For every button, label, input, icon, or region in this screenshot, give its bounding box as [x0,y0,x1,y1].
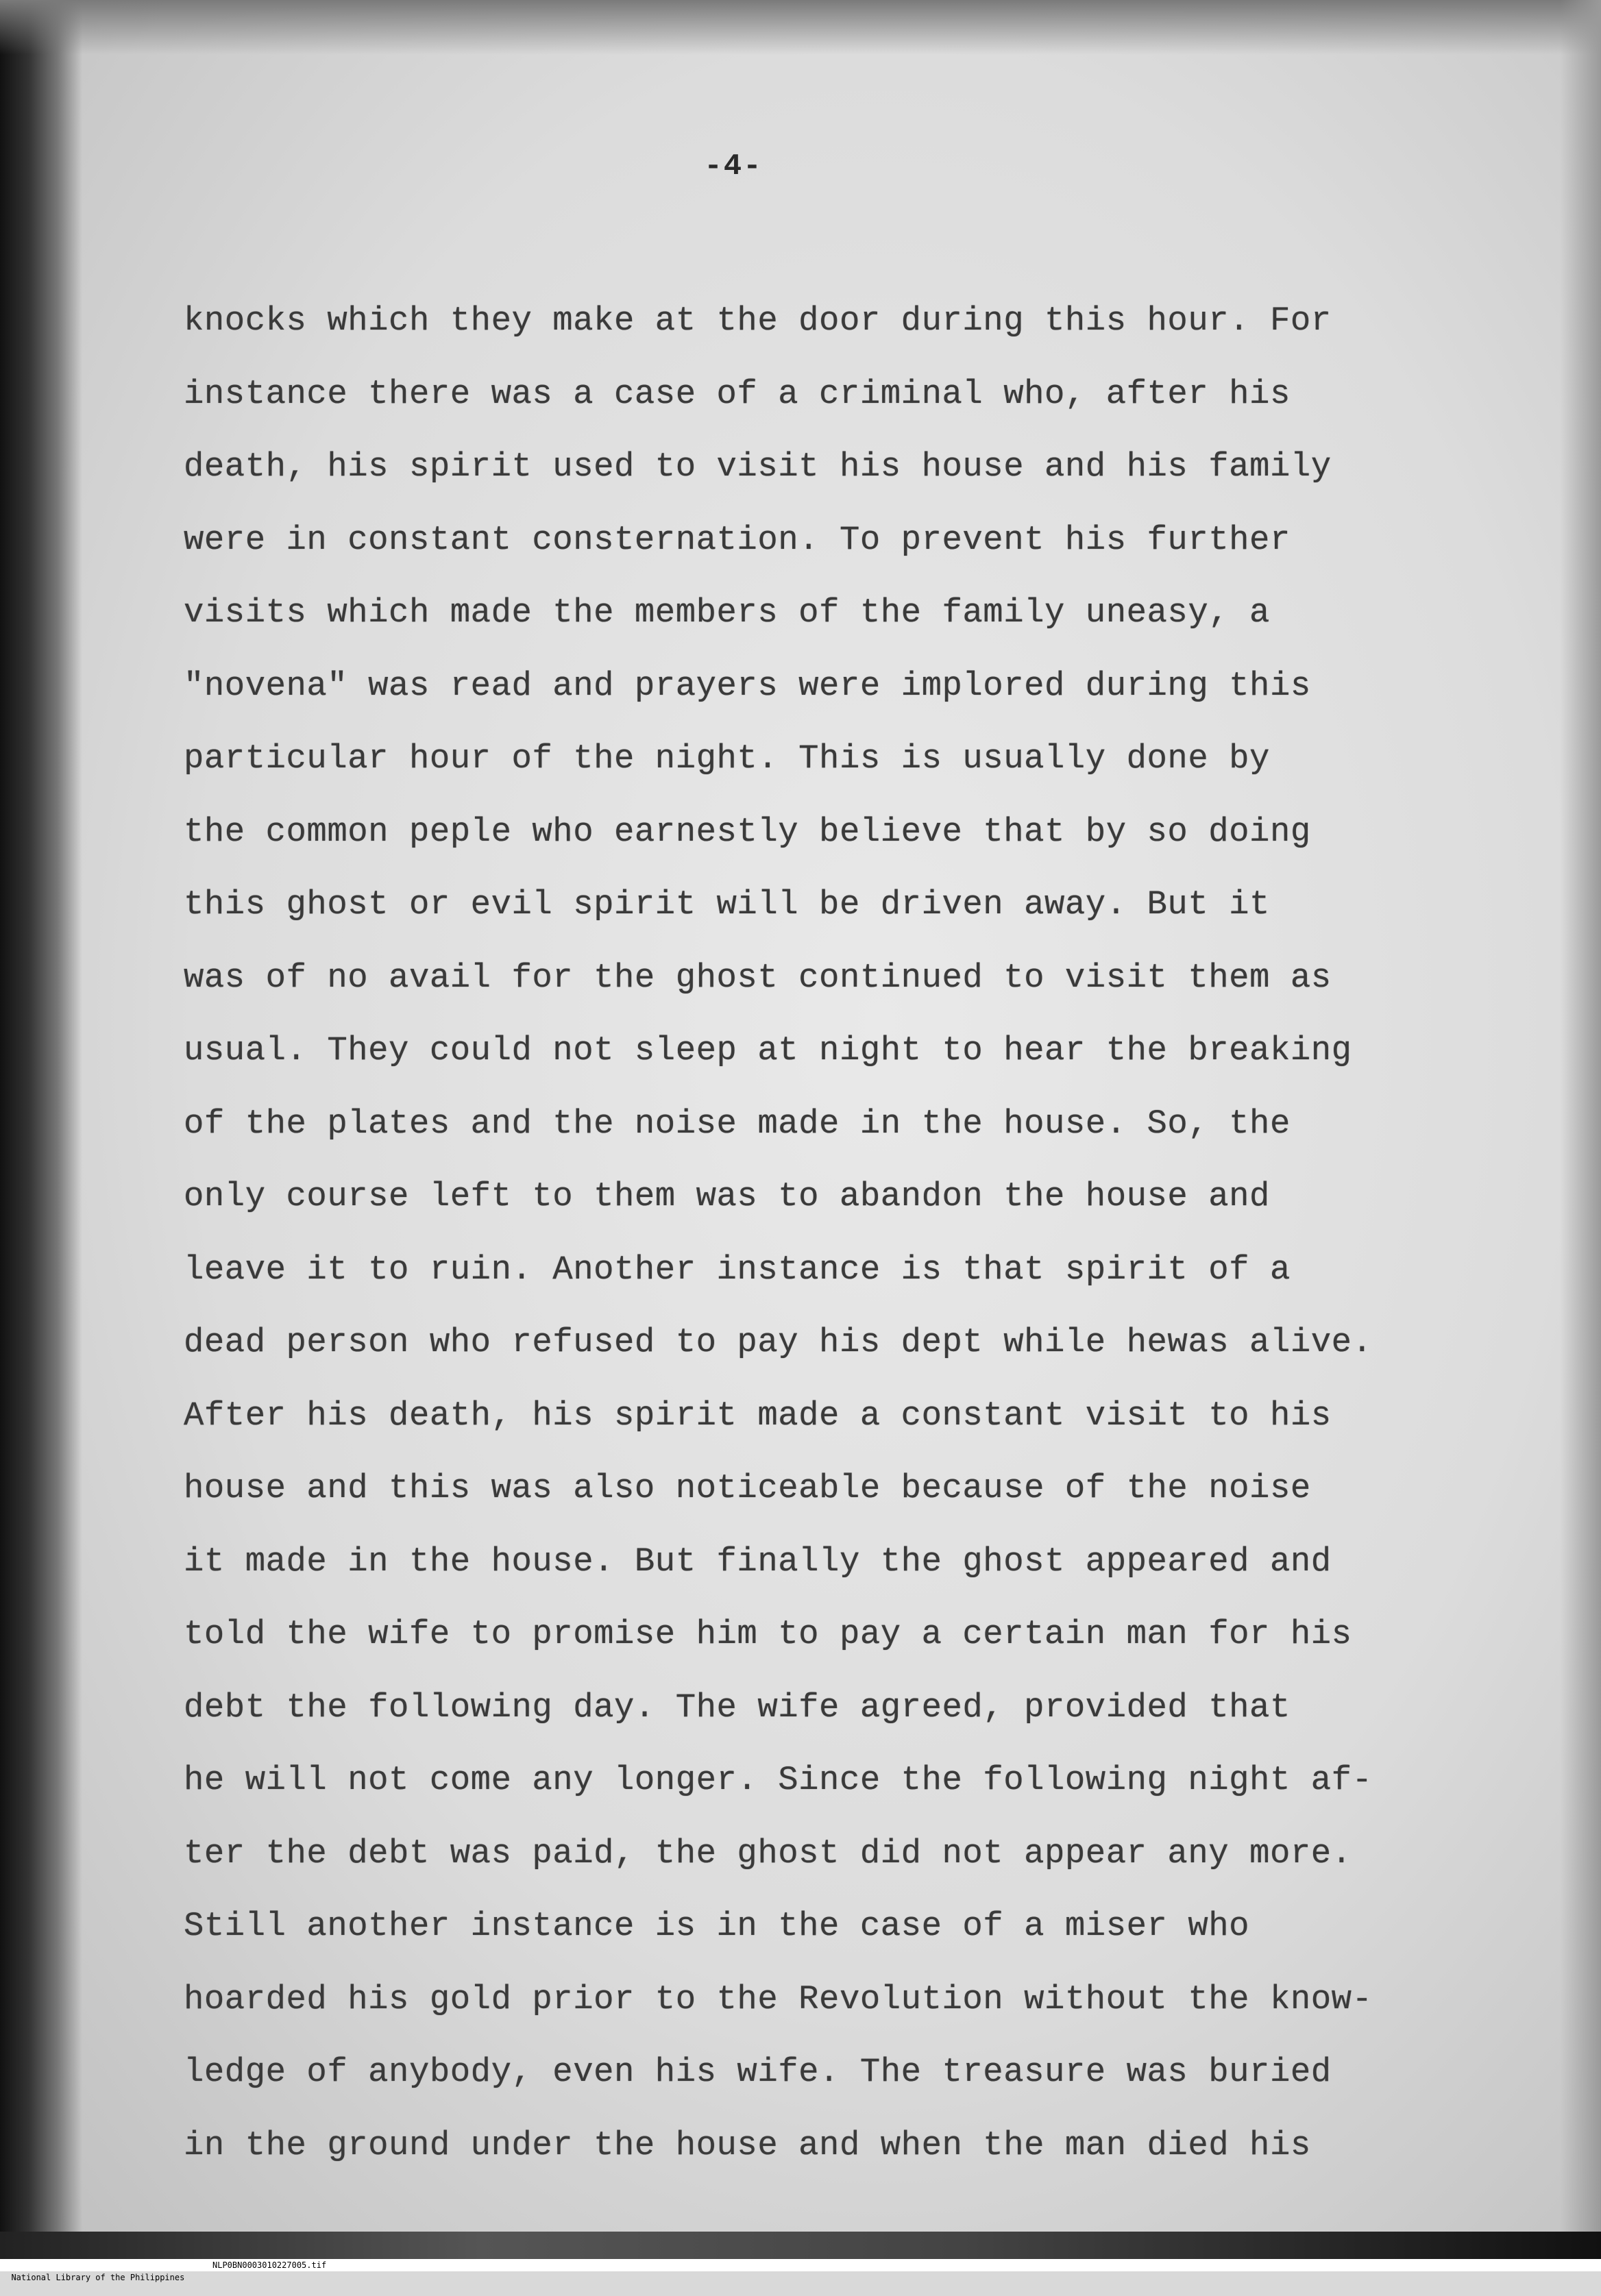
text-line: particular hour of the night. This is usually done by [184,739,1270,778]
text-line: instance there was a case of a criminal who, after his [184,374,1291,413]
text-line: After his death, his spirit made a constant visit to his [184,1396,1332,1435]
text-line: leave it to ruin. Another instance is that spirit of a [184,1250,1291,1289]
text-line: was of no avail for the ghost continued to visit them as [184,958,1332,997]
text-line: "novena" was read and prayers were implored during this [184,666,1311,705]
scan-caption [0,2259,1601,2282]
top-edge-shadow [0,0,1601,55]
text-line: in the ground under the house and when the man died his [184,2125,1311,2164]
text-line: usual. They could not sleep at night to hear the breaking [184,1031,1352,1070]
text-line: he will not come any longer. Since the following night af- [184,1761,1373,1799]
text-line: told the wife to promise him to pay a certain man for his [184,1615,1352,1653]
body-text [184,284,1486,2182]
text-line: visits which made the members of the family uneasy, a [184,593,1270,632]
text-line: it made in the house. But finally the ghost appeared and [184,1542,1332,1581]
text-line: only course left to them was to abandon the house and [184,1177,1270,1215]
text-line: ter the debt was paid, the ghost did not appear any more. [184,1834,1352,1873]
text-line: the common peple who earnestly believe that by so doing [184,812,1311,851]
text-line: were in constant consternation. To prevent his further [184,520,1291,559]
text-line: death, his spirit used to visit his house and his family [184,447,1332,486]
text-line: debt the following day. The wife agreed, provided that [184,1688,1291,1727]
text-line: ledge of anybody, even his wife. The treasure was buried [184,2053,1332,2091]
binding-shadow [0,0,82,2271]
page-number: -4- [704,149,763,184]
text-line: dead person who refused to pay his dept while hewas alive. [184,1323,1373,1361]
text-line: this ghost or evil spirit will be driven away. But it [184,885,1270,924]
text-line: house and this was also noticeable because of the noise [184,1469,1311,1507]
file-name: NLP0BN0003010227005.tif [212,2260,327,2270]
right-edge-shadow [1560,0,1601,2271]
text-line: of the plates and the noise made in the house. So, the [184,1104,1291,1143]
library-name: National Library of the Philippines [11,2273,185,2282]
bottom-edge-strip [0,2232,1601,2259]
text-line: hoarded his gold prior to the Revolution without the know- [184,1979,1373,2019]
text-line: Still another instance is in the case of a miser who [184,1907,1250,1945]
text-line: knocks which they make at the door during this hour. For [184,301,1332,340]
